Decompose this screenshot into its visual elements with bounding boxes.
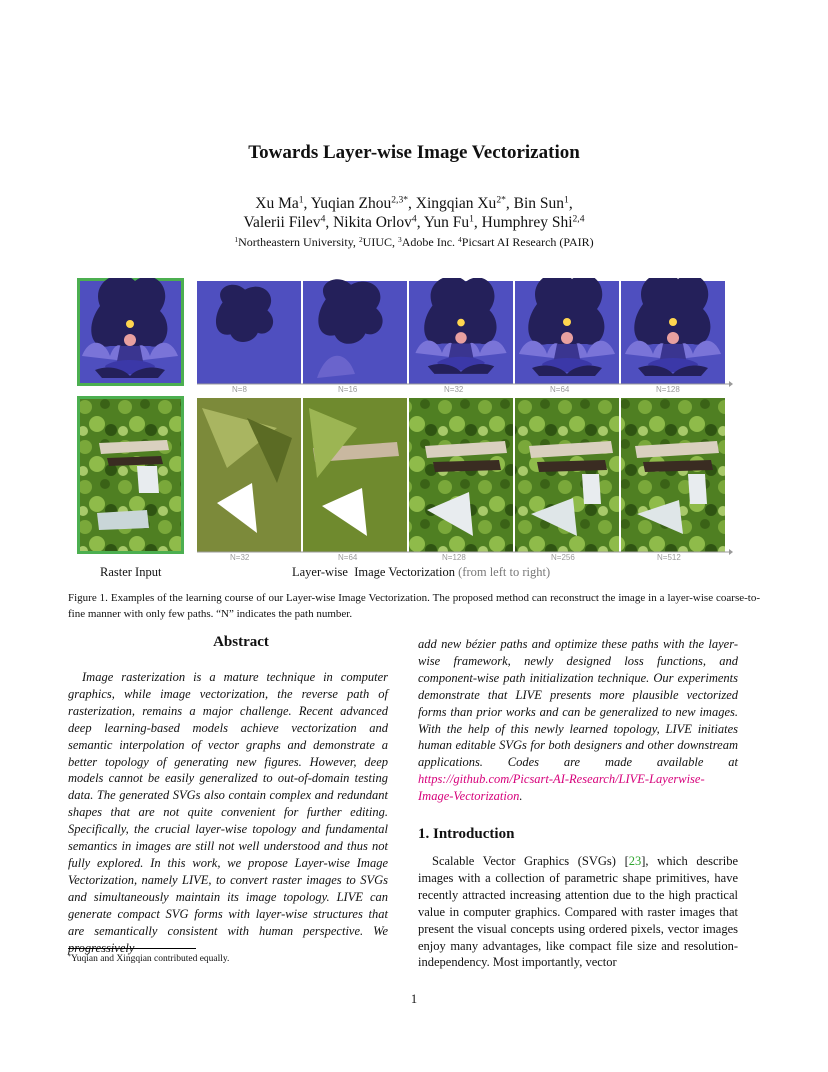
row2-n-label: N=512	[657, 553, 681, 562]
author-line-2	[0, 214, 828, 232]
row1-n-label: N=16	[338, 385, 358, 394]
abstract-text-right: add new bézier paths and optimize these paths with the layer-wise framework, newly designed loss functions, and component-wise path initialization technique. Our experiments demonstrate that LIVE presents more plausible vectorized forms than prior works and can be generalized to new images. With the help of this newly learned topology, LIVE initiates human editable SVGs for both designers and other downstream applications. Codes are made available at https://github.com/Picsart-AI-Research/LIVE-Layerwise-Image-Vectorization.	[418, 637, 738, 804]
author: Valerii Filev$^4$,	[243, 213, 334, 231]
row2-n-label: N=32	[230, 553, 250, 562]
row1-n-label: N=64	[550, 385, 570, 394]
row1-n-label: N=32	[444, 385, 464, 394]
vectorization-label: Layer-wise Image Vectorization (from left to right)	[292, 565, 551, 579]
author: Xu Ma$^1$,	[255, 194, 311, 212]
author: Bin Sun$^1$,	[513, 194, 573, 212]
figure-caption: Figure 1. Examples of the learning course of our Layer-wise Image Vectorization. The proposed method can reconstruct the image in a layer-wise coarse-to-fine manner with only few paths. “N” indicates the path number.	[68, 592, 760, 620]
raster-input-label: Raster Input	[100, 565, 162, 579]
raster-input-house	[79, 398, 183, 553]
page-number: 1	[410, 992, 418, 1006]
author: Yuqian Zhou$^{2,3*}$,	[310, 194, 416, 212]
affiliations: $^1$Northeastern University, $^2$UIUC, $^3$Adobe Inc. $^4$Picsart AI Research (PAIR)	[234, 234, 594, 249]
footnote: *Yuqian and Xingqian contributed equally.	[68, 953, 230, 964]
figure-illustration	[77, 278, 733, 560]
row2-n-label: N=128	[442, 553, 466, 562]
intro-text: Scalable Vector Graphics (SVGs) [23], which describe images with a collection of parametric shape primitives, have recently attracted increasing attention due to the high practical value in computer graphics. Compared with raster images that present the visual concepts using ordered pixels, vector images enjoy many advantages, like compact file size and resolution-independency. Most importantly, vector	[418, 854, 738, 970]
intro-heading: 1. Introduction	[418, 826, 515, 842]
author: Humphrey Shi$^{2,4}$	[481, 213, 585, 231]
figure-1	[77, 278, 733, 560]
woman-vectorization-row	[197, 278, 733, 387]
row2-n-label: N=64	[338, 553, 358, 562]
row1-n-label: N=128	[656, 385, 680, 394]
row1-n-label: N=8	[232, 385, 247, 394]
abstract-text-left: Image rasterization is a mature technique in computer graphics, while image vectorization, the reverse path of rasterization, remains a major challenge. Recent advanced deep learning-based models achieve vectorization and semantic interpolation of vector graphs and demonstrate a better topology of generating new figures. However, deep models cannot be easily generalized to out-of-domain testing data. The generated SVGs also contain complex and redundant shapes that are not quite convenient for further editing. Specifically, the crucial layer-wise topology and fundamental semantics in images are still not well understood and thus not fully explored. In this work, we propose Layer-wise Image Vectorization, namely LIVE, to convert raster images to SVGs and simultaneously maintain its image topology. LIVE can generate compact SVG forms with layer-wise structures that are semantically consistent with human perspective. We progressively	[68, 670, 388, 955]
code-link[interactable]: https://github.com/Picsart-AI-Research/LIVE-Layerwise-Image-Vectorization	[418, 772, 705, 804]
house-vectorization-row	[197, 398, 733, 555]
footnote-rule	[68, 948, 196, 949]
author-line-1	[0, 195, 828, 213]
author: Xingqian $Xu^{2*}$,	[415, 194, 514, 212]
author: Yun Fu$^1$,	[423, 213, 482, 231]
abstract-heading: Abstract	[213, 634, 269, 650]
paper-title: Towards Layer-wise Image Vectorization	[248, 142, 580, 163]
author: Nikita Orlov$^4$,	[333, 213, 424, 231]
citation-link[interactable]: 23	[628, 854, 642, 868]
row2-n-label: N=256	[551, 553, 575, 562]
